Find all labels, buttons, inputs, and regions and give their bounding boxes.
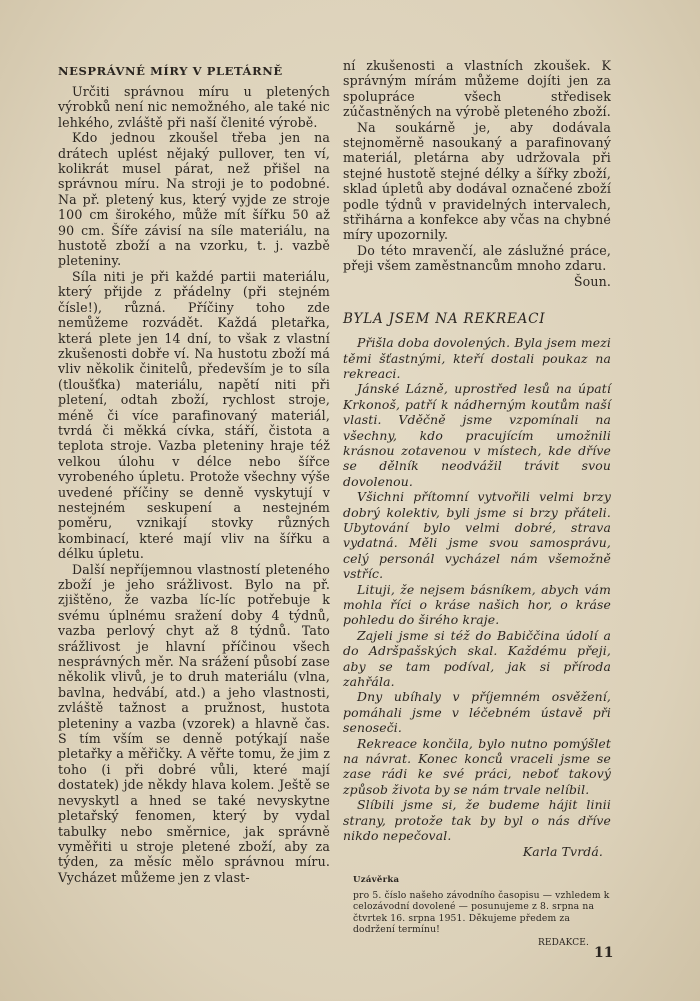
right-column [343,58,611,951]
rekreace-paragraph: Lituji, že nejsem básníkem, abych vám mohla říci o kráse našich hor, o kráse pohledu do širého kraje. [343,581,611,628]
page-number: 11 [594,945,614,961]
article-paragraph: Do této mravenčí, ale záslužné práce, přeji všem zaměstnancům mnoho zdaru. [343,242,611,274]
notice-text: pro 5. číslo našeho závodního časopisu — vzhledem k celozávodní dovolené — posunujeme z 8. srpna na čtvrtek 16. srpna 1951. Děkujeme předem za dodržení termínu! [353,889,610,936]
rekreace-paragraph: Dny ubíhaly v příjemném osvěžení, pomáhali jsme v léčebném ústavě při senoseči. [343,689,611,736]
rekreace-paragraph: Jánské Lázně, uprostřed lesů na úpatí Krkonoš, patří k nádherným koutům naší vlasti. Vděčně jsme vzpomínali na všechny, kdo pracujícím umožnili krásnou zotavenou v místech, kde dříve se dělník neodvážil trávit svou dovolenou. [343,381,611,489]
rekreace-signature: Karla Tvrdá. [522,843,603,859]
notice-signature: REDAKCE. [537,937,589,948]
rekreace-paragraph: Slíbili jsme si, že budeme hájit linii strany, protože tak by byl o nás dříve nikdo nepečoval. [343,797,611,844]
article-paragraph: Na soukárně je, aby dodávala stejnoměrně nasoukaný a parafinovaný materiál, pletárna aby udržovala při stejné hustotě stejné délky a šířky zboží, sklad úpletů aby dodával označené zboží podle týdnů v pravidelných intervalech, střihárna a konfekce aby včas na chybné míry upozornily. [343,119,611,243]
notice-title: Uzávěrka [353,874,400,885]
article-paragraph: Síla niti je při každé partii materiálu, který přijde z přádelny (při stejném čísle!), různá. Příčiny toho zde nemůžeme rozvádět. Každá pletařka, která plete jen 14 dní, to však z vlastní zkušenosti dobře ví. Na hustotu zboží má vliv několik činitelů, především je to síla (tloušťka) materiálu, napětí niti při pletení, odtah zboží, rychlost stroje, méně či více parafinovaný materiál, tvrdá či měkká cívka, stáří, čistota a teplota stroje. Vazba pleteniny hraje též velkou úlohu v délce nebo šířce vyrobeného úpletu. Protože všechny výše uvedené příčiny se denně vyskytují v nestejném seskupení a nestejném poměru, vznikají stovky různých kombinací, které mají vliv na šířku a délku úpletu. [58,268,330,562]
article-continuation: ní zkušenosti a vlastních zkoušek. K správným mírám můžeme dojíti jen za spolupráce všech středisek zúčastněných na výrobě pleteného zboží. [343,58,611,120]
rekreace-paragraph: Rekreace končila, bylo nutno pomýšlet na návrat. Konec konců vraceli jsme se zase rádi ke své práci, neboť takový způsob života by se nám trvale nelíbil. [343,735,611,797]
rekreace-paragraph: Zajeli jsme si též do Babiččina údolí a do Adršpašských skal. Každému přeji, aby se tam podíval, jak si příroda zahřála. [343,627,611,690]
article-heading: NESPRÁVNÉ MÍRY V PLETÁRNĚ [58,64,283,78]
article-paragraph: Další nepříjemnou vlastností pleteného zboží je jeho srážlivost. Bylo na př. zjištěno, že vazba líc-líc potřebuje k svému úplnému sražení doby 4 týdnů, vazba perlový chyt až 8 týdnů. Tato srážlivost je hlavní příčinou všech nesprávných měr. Na srážení působí zase několik vlivů, je to druh materiálu (vlna, bavlna, hedvábí, atd.) a jeho vlastnosti, zvláště tažnost a pružnost, hustota pleteniny a vazba (vzorek) a hlavně čas. S tím vším se denně potýkají naše pletařky a měřičky. A věřte tomu, že jim z toho (i při dobré vůli, které mají dostatek) jde někdy hlava kolem. Ještě se nevyskytl a hned se také nevyskytne pletařský fenomen, který by vydal tabulky nebo směrnice, jak správně vyměřiti u stroje pletené zboží, aby za týden, za měsíc mělo správnou míru. Vycházet můžeme jen z vlast- [58,561,330,885]
left-column [58,58,330,885]
article-paragraph: Určiti správnou míru u pletených výrobků není nic nemožného, ale také nic lehkého, zvláště při naší členité výrobě. [58,84,330,130]
rekreace-heading: BYLA JSEM NA REKREACI [343,311,546,328]
article-signature: Šoun. [573,273,611,289]
deadline-notice [343,875,611,951]
rekreace-paragraph: Všichni přítomní vytvořili velmi brzy dobrý kolektiv, byli jsme si brzy přáteli. Ubytování bylo velmi dobré, strava vydatná. Měli jsme svou samosprávu, celý personál vycházel nám všemožně vstříc. [343,489,611,582]
rekreace-article [343,335,611,859]
rekreace-paragraph: Přišla doba dovolených. Byla jsem mezi těmi šťastnými, kteří dostali poukaz na rekreaci. [343,335,611,381]
article-paragraph: Kdo jednou zkoušel třeba jen na drátech uplést nějaký pullover, ten ví, kolikrát musel párat, než přišel na správnou míru. Na stroji je to podobné. Na př. pletený kus, který vyjde ze stroje 100 cm širokého, může mít šířku 50 až 90 cm. Šíře závisí na síle materiálu, na hustotě zboží a na vzorku, t. j. vazbě pleteniny. [58,130,330,269]
